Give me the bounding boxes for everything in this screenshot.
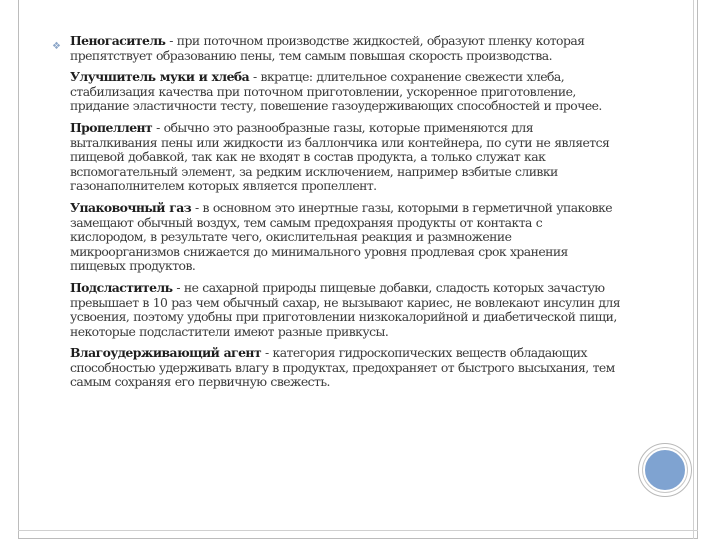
definition-antifoam: - при поточном производстве жидкостей, образуют пленку которая препятствует образованию пены, тем самым повышая скорость производства. bbox=[70, 33, 585, 63]
paragraph-propellant bbox=[70, 121, 622, 194]
term-antifoam: Пеногаситель bbox=[70, 33, 166, 48]
term-flour-improver: Улучшитель муки и хлеба bbox=[70, 69, 250, 85]
frame-rail-right bbox=[693, 0, 696, 539]
definition-propellant: - обычно это разнообразные газы, которые применяются для выталкивания пены или жидкости из баллончика или контейнера, по сути не является пищевой добавкой, так как не входят в состав продукта, а только служат как вспомогательный элемент, за редким исключением, например взбитые сливки газонаполнителем которых является пропеллент. bbox=[70, 119, 610, 194]
frame-rail-bottom bbox=[18, 530, 698, 531]
bullet-icon: ❖ bbox=[52, 41, 61, 52]
term-packaging-gas: Упаковочный газ bbox=[70, 199, 192, 215]
paragraph-humectant bbox=[70, 346, 622, 390]
paragraph-packaging-gas bbox=[70, 201, 622, 274]
term-sweetener: Подсластитель bbox=[70, 279, 173, 295]
definition-packaging-gas: - в основном это инертные газы, которыми в герметичной упаковке замещают обычный воздух, тем самым предохраняя продукты от контакта с кислородом, в результате чего, окислительная реакция и размножение микроорганизмов снижается до минимального уровня продлевая срок хранения пищевых продуктов. bbox=[70, 199, 613, 274]
paragraph-sweetener bbox=[70, 281, 622, 339]
paragraph-antifoam bbox=[70, 34, 622, 63]
paragraph-flour-improver bbox=[70, 70, 622, 114]
definition-sweetener: - не сахарной природы пищевые добавки, сладость которых зачастую превышает в 10 раз чем обычный сахар, не вызывают кариес, не вовлекают инсулин для усвоения, поэтому удобны при приготовлении низкокалорийной и диабетической пищи, некоторые подсластители имеют разные привкусы. bbox=[70, 279, 620, 339]
definition-flour-improver: - вкратце: длительное сохранение свежести хлеба, стабилизация качества при поточном приготовлении, ускоренное приготовление, придание эластичности тесту, повешение газоудерживающих способностей и прочее. bbox=[70, 69, 602, 114]
term-humectant: Влагоудерживающий агент bbox=[70, 345, 262, 361]
term-propellant: Пропеллент bbox=[70, 119, 153, 135]
text-body bbox=[70, 34, 622, 397]
circle-ornament-inner-icon bbox=[643, 448, 687, 492]
definition-humectant: - категория гидроскопических веществ обладающих способностью удерживать влагу в продуктах, предохраняет от быстрого высыхания, тем самым сохраняя его первичную свежесть. bbox=[70, 345, 615, 390]
